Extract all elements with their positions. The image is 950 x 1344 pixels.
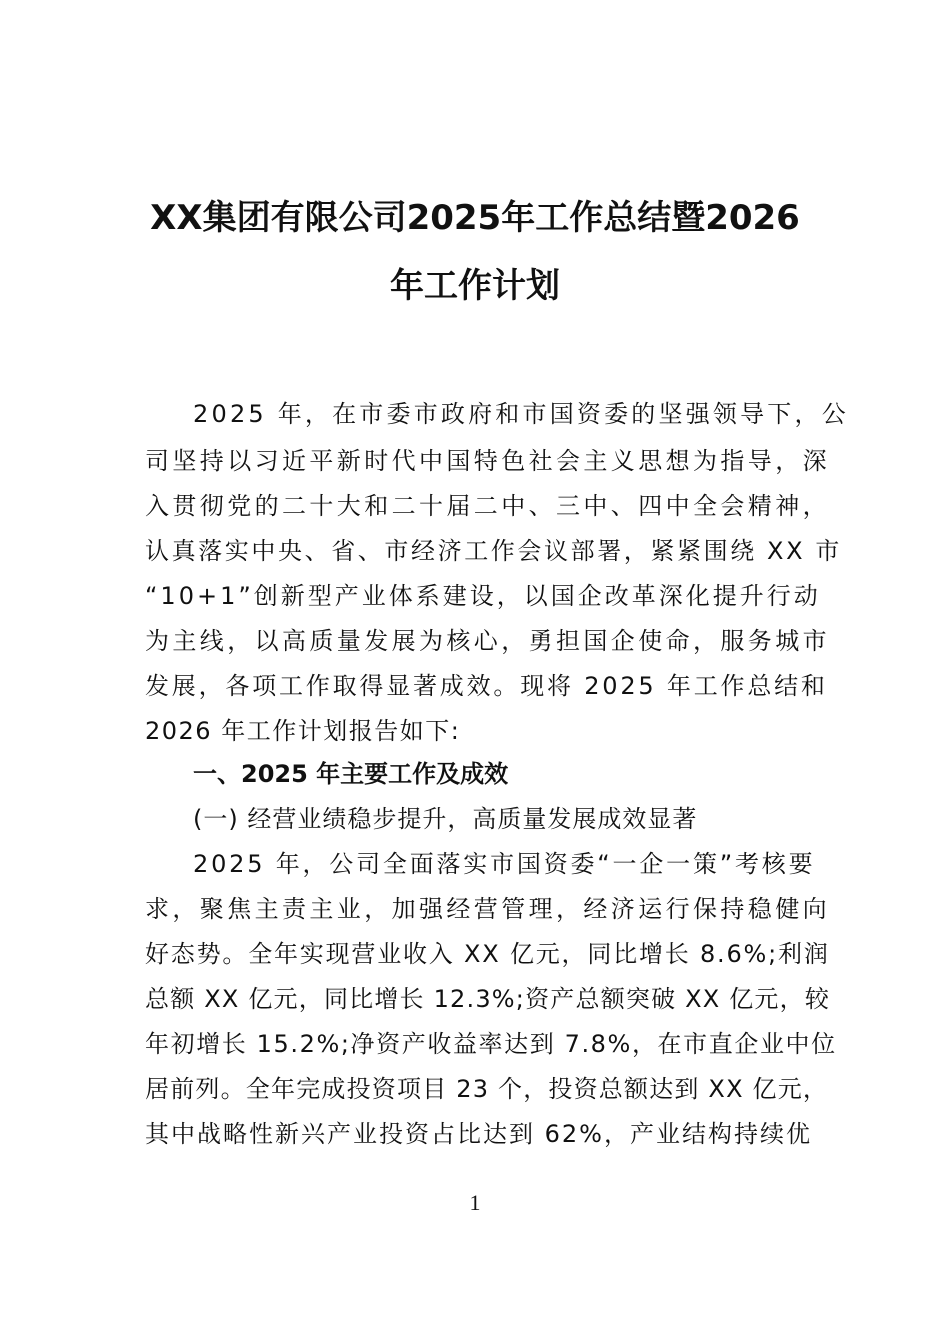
page-number: 1 [469,1190,481,1215]
intro-line: 为主线，以高质量发展为核心，勇担国企使命，服务城市 [145,627,830,655]
body-line: 总额 XX 亿元，同比增长 12.3%;资产总额突破 XX 亿元，较 [145,985,831,1013]
body-line: 好态势。全年实现营业收入 XX 亿元，同比增长 8.6%;利润 [145,940,830,968]
intro-line: 2025 年，在市委市政府和市国资委的坚强领导下，公 [193,400,849,428]
intro-line: 2026 年工作计划报告如下: [145,717,461,745]
intro-line: 入贯彻党的二十大和二十届二中、三中、四中全会精神， [145,492,830,520]
body-line: 居前列。全年完成投资项目 23 个，投资总额达到 XX 亿元， [145,1075,829,1103]
section-heading: 一、2025 年主要工作及成效 [193,760,509,788]
body-line: 年初增长 15.2%;净资产收益率达到 7.8%，在市直企业中位 [145,1030,837,1058]
document-title-line-1: XX集团有限公司2025年工作总结暨2026 [150,198,800,238]
intro-line: 司坚持以习近平新时代中国特色社会主义思想为指导，深 [145,447,830,475]
intro-line: 认真落实中央、省、市经济工作会议部署，紧紧围绕 XX 市 [145,537,842,565]
document-title-line-2: 年工作计划 [390,266,560,306]
subsection-heading: (一) 经营业绩稳步提升，高质量发展成效显著 [193,805,698,833]
body-line: 求，聚焦主责主业，加强经营管理，经济运行保持稳健向 [145,895,830,923]
body-line: 2025 年，公司全面落实市国资委“一企一策”考核要 [193,850,816,878]
body-line: 其中战略性新兴产业投资占比达到 62%，产业结构持续优 [145,1120,812,1148]
intro-line: 发展，各项工作取得显著成效。现将 2025 年工作总结和 [145,672,828,700]
intro-line: “10+1”创新型产业体系建设，以国企改革深化提升行动 [145,582,821,610]
